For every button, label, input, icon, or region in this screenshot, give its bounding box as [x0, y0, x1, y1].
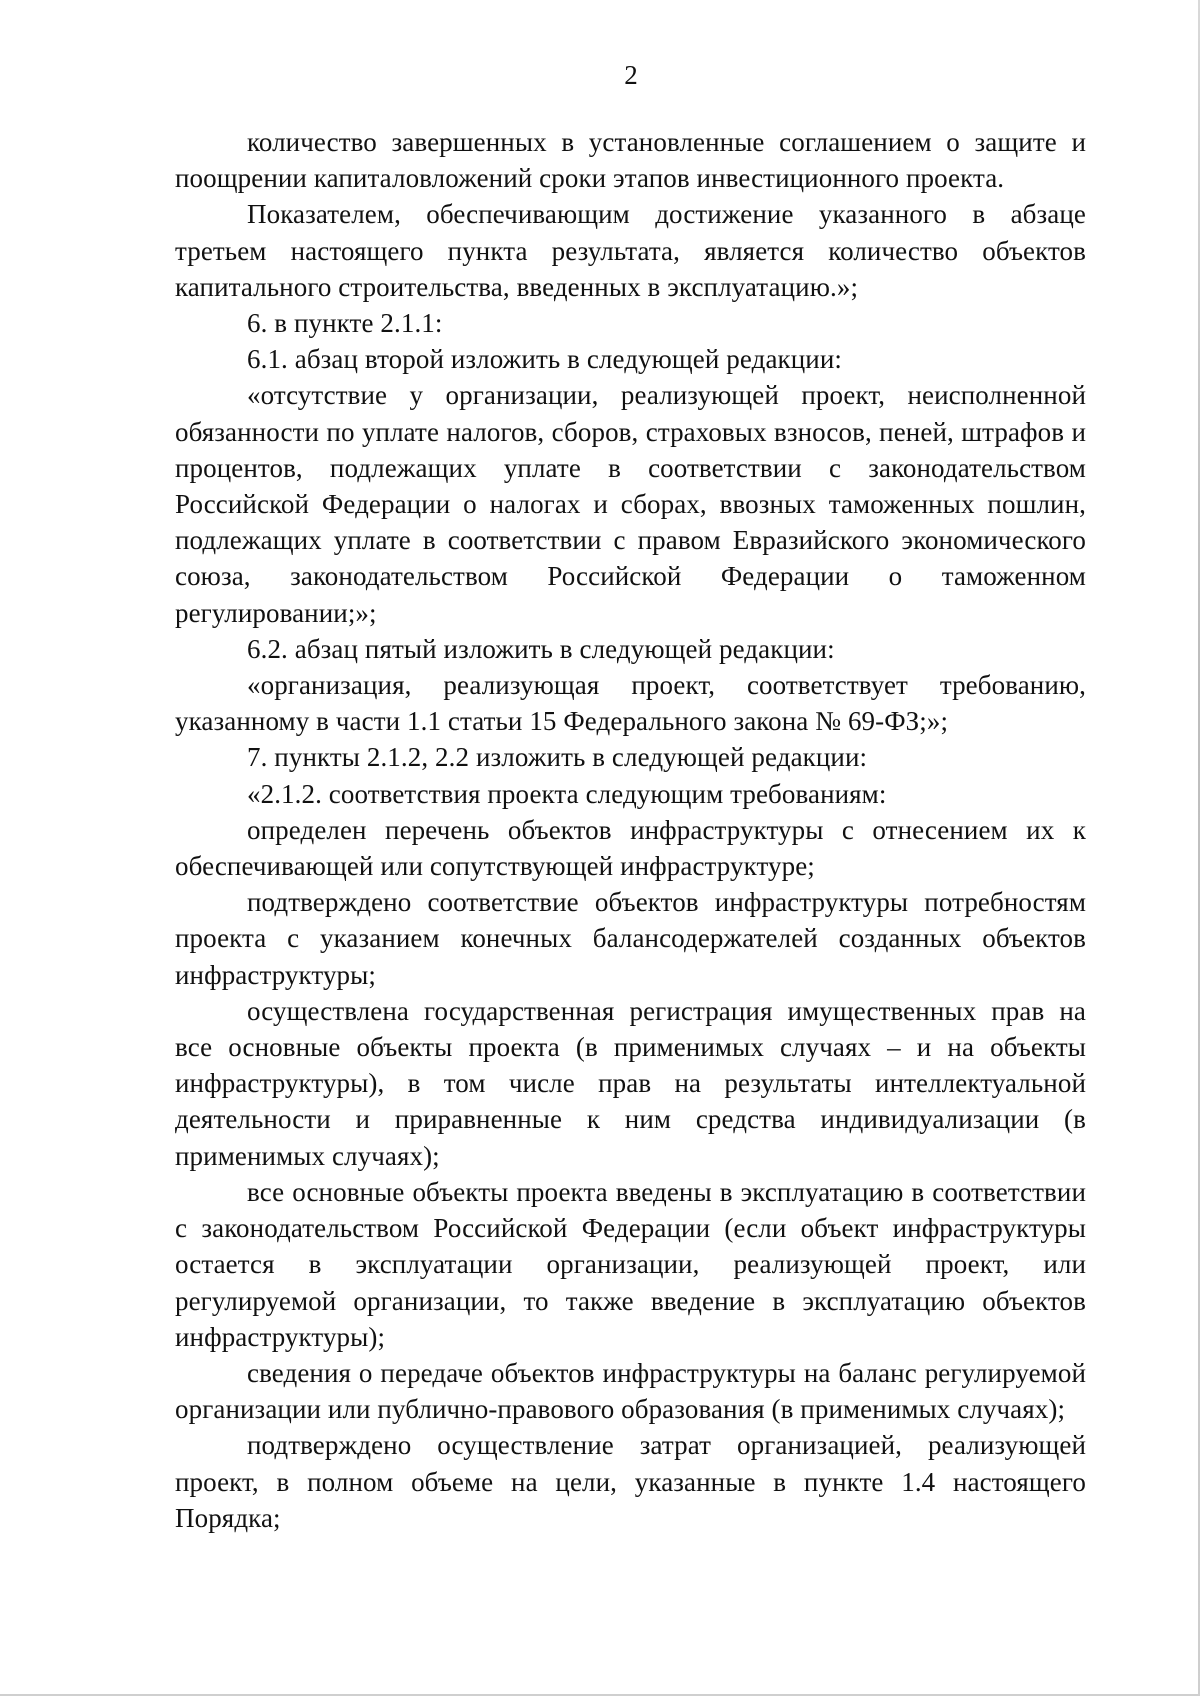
- paragraph: «2.1.2. соответствия проекта следующим требованиям:: [247, 778, 887, 809]
- paragraph: подтверждено осуществление затрат организацией, реализующей проект, в полном объеме на цели, указанные в пункте 1.4 настоящего Порядка;: [175, 1430, 1086, 1533]
- paragraph: Показателем, обеспечивающим достижение указанного в абзаце третьем настоящего пункта результата, является количество объектов капитального строительства, введенных в эксплуатацию.»;: [175, 199, 1086, 302]
- paragraph: 6. в пункте 2.1.1:: [247, 308, 443, 339]
- paragraph: 7. пункты 2.1.2, 2.2 изложить в следующей редакции:: [247, 742, 868, 773]
- paragraph: осуществлена государственная регистрация имущественных прав на все основные объекты проекта (в применимых случаях – и на объекты инфраструктуры), в том числе прав на результаты интеллектуальной деятельности и приравненные к ним средства индивидуализации (в применимых случаях);: [175, 995, 1086, 1171]
- paragraph: все основные объекты проекта введены в эксплуатацию в соответствии с законодательством Российской Федерации (если объект инфраструктуры остается в эксплуатации организации, реализующей проект, или регулируемой организации, то также введение в эксплуатацию объектов инфраструктуры);: [175, 1176, 1086, 1352]
- page-number: 2: [624, 60, 638, 90]
- paragraph: «организация, реализующая проект, соответствует требованию, указанному в части 1.1 статьи 15 Федерального закона № 69-ФЗ;»;: [175, 670, 1086, 737]
- paragraph: 6.1. абзац второй изложить в следующей редакции:: [247, 344, 843, 375]
- paragraph: «отсутствие у организации, реализующей проект, неисполненной обязанности по уплате налогов, сборов, страховых взносов, пеней, штрафов и процентов, подлежащих уплате в соответствии с законодательством Российской Федерации о налогах и сборах, ввозных таможенных пошлин, подлежащих уплате в соответствии с правом Евразийского экономического союза, законодательством Российской Федерации о таможенном регулировании;»;: [175, 380, 1086, 628]
- paragraph: сведения о передаче объектов инфраструктуры на баланс регулируемой организации или публично-правового образования (в применимых случаях);: [175, 1357, 1086, 1425]
- paragraph: подтверждено соответствие объектов инфраструктуры потребностям проекта с указанием конечных балансодержателей созданных объектов инфраструктуры;: [175, 887, 1086, 990]
- paragraph: количество завершенных в установленные соглашением о защите и поощрении капиталовложений сроки этапов инвестиционного проекта.: [175, 127, 1086, 194]
- paragraph: определен перечень объектов инфраструктуры с отнесением их к обеспечивающей или сопутствующей инфраструктуре;: [175, 814, 1086, 882]
- document-body: [175, 124, 1086, 1536]
- paragraph: 6.2. абзац пятый изложить в следующей редакции:: [247, 633, 835, 664]
